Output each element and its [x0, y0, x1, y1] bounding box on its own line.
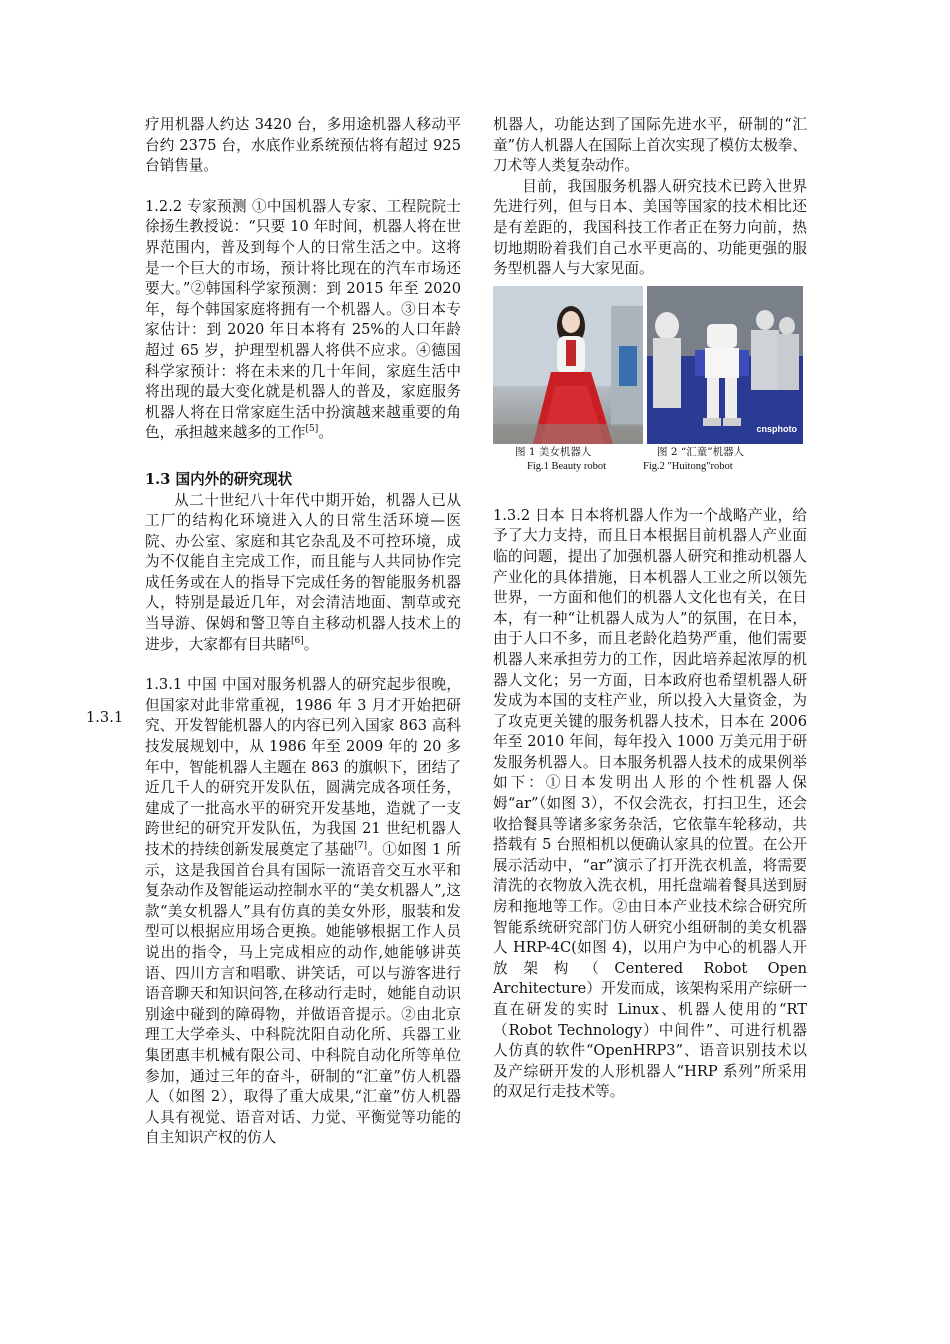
citation-6: [6]: [290, 635, 304, 646]
paragraph-expert-forecast: [145, 197, 461, 444]
figure-group: [493, 286, 807, 486]
paragraph-japan: 1.3.2 日本 日本将机器人作为一个战略产业，给予了大力支持，而且日本根据目前机器人产业面临的问题，提出了加强机器人研究和推动机器人产业化的具体措施，日本机器人工业之所以领先世界，一方面和他们的机器人文化也有关，在日本，有一种“让机器人成为人”的氛围，在日本，由于人口不多，而且老龄化趋势严重，他们需要机器人来承担劳力的工作，因此培养起浓厚的机器人文化；另一方面，日本政府也希望机器人研发成为本国的支柱产业，所以投入大量资金，为了攻克更关键的服务机器人技术，日本在 2006 年至 2010 年间，每年投入 1000 万美元用于研发服务机器人。日本服务机器人技术的成果例举如下：①日本发明出人形的个性机器人保姆“ar”（如图 3），不仅会洗衣，打扫卫生，还会收拾餐具等诸多家务杂活，它依靠车轮移动，共搭载有 5 台照相机以便确认家具的位置。在公开展示活动中，“ar”演示了打开洗衣机盖，将需要清洗的衣物放入洗衣机，用托盘端着餐具送到厨房和拖地等工作。②由日本产业技术综合研究所智能系统研究部门仿人研究小组研制的美女机器人 HRP-4C(如图 4)，以用户为中心的机器人开放架构（Centered Robot Open Architecture）开发而成，该架构采用产综研一直在研发的实时 Linux、机器人使用的“RT（Robot Technology）中间件”、可进行机器人仿真的软件“OpenHRP3”、语音识别技术以及产综研开发的人形机器人“HRP 系列”所采用的双足行走技术等。: [493, 506, 807, 1101]
paragraph-current-status: 目前，我国服务机器人研究技术已跨入世界先进行列，但与日本、美国等国家的技术相比还是有差距的，我国科技工作者正在努力向前，热切地期盼着我们自己水平更高的、功能更强的服务型机器人与大家见面。: [493, 177, 807, 278]
citation-7: [7]: [354, 841, 367, 852]
figure-1-caption-en: Fig.1 Beauty robot: [527, 460, 607, 472]
period: 。: [318, 424, 333, 442]
margin-section-number: 1.3.1: [86, 709, 124, 726]
paragraph-robot-sales: 疗用机器人约达 3420 台，多用途机器人移动平台约 2375 台，水底作业系统预估将有超过 925 台销售量。: [145, 116, 461, 175]
figure-2-caption-en: Fig.2 "Huitong"robot: [643, 460, 733, 472]
left-column: [145, 115, 461, 1149]
paragraph-expert-forecast-text: 1.2.2 专家预测 ①中国机器人专家、工程院院士徐扬生教授说：“只要 10 年时间，机器人将在世界范围内，普及到每个人的日常生活之中。这将是一个巨大的市场，预计将比现在的汽车市场还要大。”②韩国科学家预测：到 2015 年至 2020 年，每个韩国家庭将拥有一个机器人。③日本专家估计：到 2020 年日本将有 25%的人口年龄超过 65 岁，护理型机器人将供不应求。④德国科学家预计：将在未来的几十年间，家庭生活中将出现的最大变化就是机器人的普及，家庭服务机器人将在日常家庭生活中扮演越来越重要的角色，承担越来越多的工作: [145, 197, 461, 442]
right-column: [493, 115, 807, 1103]
paragraph-china-text-a: 1.3.1 中国 中国对服务机器人的研究起步很晚，但国家对此非常重视，1986 年 3 月才开始把研究、开发智能机器人的内容已列入国家 863 高科技发展规划中，从 1986 年至 2009 年的 20 多年中，智能机器人主题在 863 的旗帜下，团结了近几千人的研究开发队伍，圆满完成各项任务，建成了一批高水平的研究开发基地，造就了一支跨世纪的研究开发队伍，为我国 21 世纪机器人技术的持续创新发展奠定了基础: [145, 676, 461, 858]
beauty-robot-illustration: [493, 286, 643, 444]
figure-1-caption-cn: 图 1 美女机器人: [515, 445, 592, 458]
figure-2-huitong-robot-image: [647, 286, 803, 444]
huitong-robot-illustration: [647, 286, 803, 444]
figure-1-beauty-robot-image: [493, 286, 643, 444]
paragraph-research-status-text: 从二十世纪八十年代中期开始，机器人已从工厂的结构化环境进入人的日常生活环境—医院、办公室、家庭和其它杂乱及不可控环境，成为不仅能自主完成工作，而且能与人共同协作完成任务或在人的指导下完成任务的智能服务机器人，特别是最近几年，对会清洁地面、割草或充当导游、保姆和警卫等自主移动机器人技术上的进步，大家都有目共睹: [145, 491, 461, 653]
section-heading-1-3: 1.3 国内外的研究现状: [145, 470, 293, 488]
citation-5: [5]: [305, 424, 319, 435]
period: 。: [303, 635, 319, 653]
photo-watermark: cnsphoto: [756, 423, 797, 434]
paragraph-huitong-continued: 机器人，功能达到了国际先进水平，研制的“汇童”仿人机器人在国际上首次实现了模仿太极拳、刀术等人类复杂动作。: [493, 116, 807, 175]
paragraph-china-text-b: 。①如图 1 所示，这是我国首台具有国际一流语音交互水平和复杂动作及智能运动控制水平的“美女机器人”,这款“美女机器人”具有仿真的美女外形，服装和发型可以根据应用场合更换。她能够根据工作人员说出的指令，马上完成相应的动作,她能够讲英语、四川方言和唱歌、讲笑话，可以与游客进行语音聊天和知识问答,在移动行走时，她能自动识别途中碰到的障碍物，并做语音提示。②由北京理工大学牵头、中科院沈阳自动化所、兵器工业集团惠丰机械有限公司、中科院自动化所等单位参加，通过三年的奋斗，研制的“汇童”仿人机器人（如图 2），取得了重大成果,“汇童”仿人机器人具有视觉、语音对话、力觉、平衡觉等功能的自主知识产权的仿人: [145, 841, 461, 1147]
figure-2-caption-cn: 图 2 “汇童”机器人: [657, 445, 745, 458]
paragraph-china: [145, 675, 461, 1149]
paragraph-research-status: [145, 491, 461, 656]
